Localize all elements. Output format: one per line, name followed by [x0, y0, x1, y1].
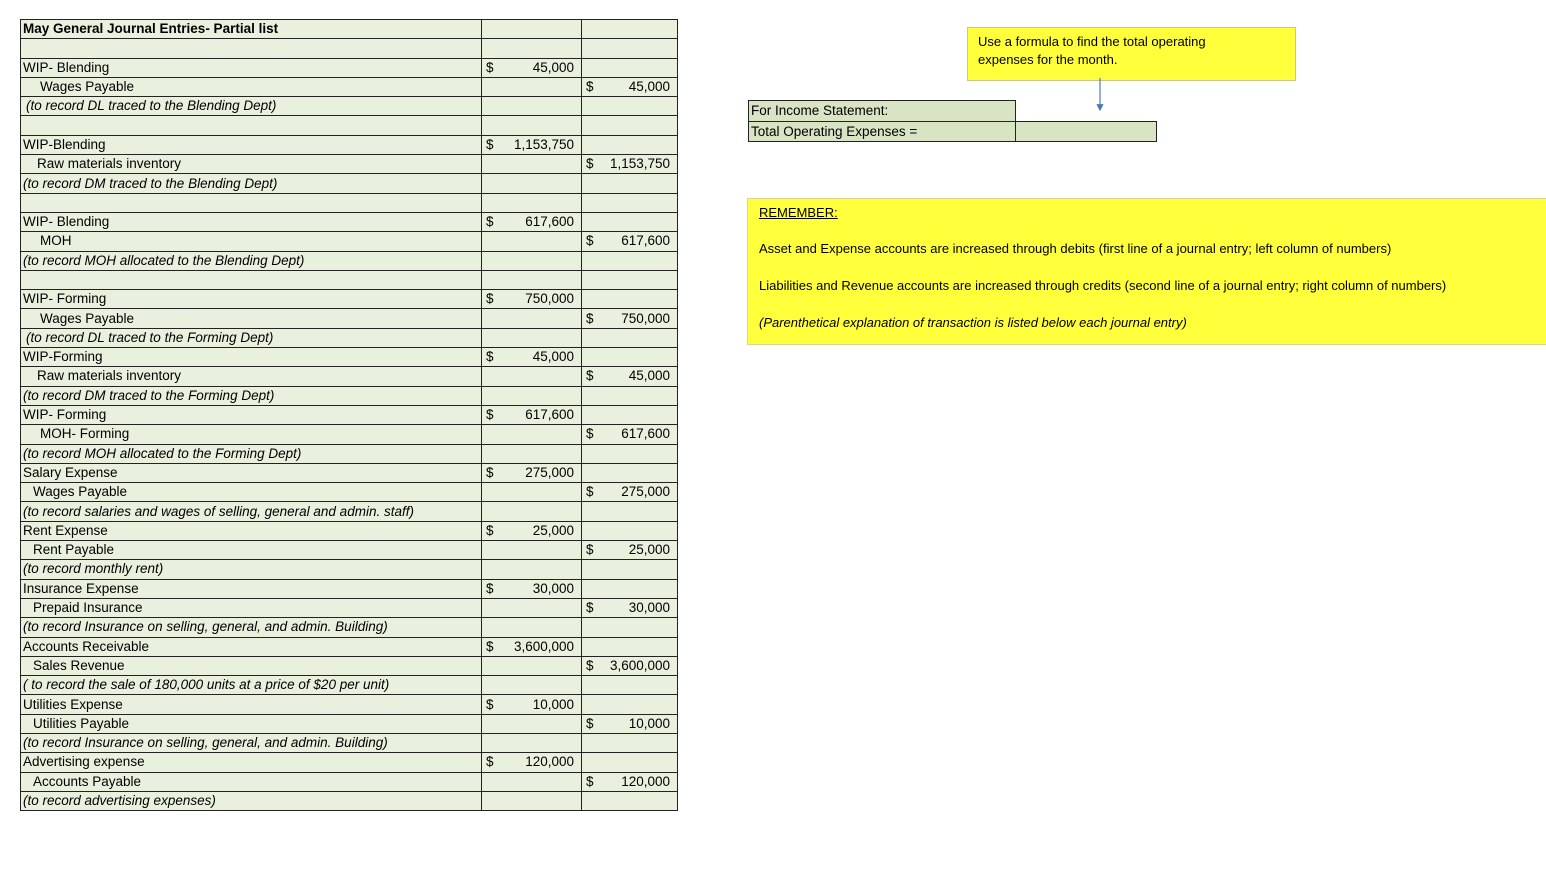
table-row: [21, 618, 678, 637]
description-cell[interactable]: Accounts Receivable: [21, 637, 482, 656]
table-row: [21, 58, 678, 77]
table-row: [21, 232, 678, 251]
debit-cell[interactable]: [482, 618, 582, 637]
debit-cell[interactable]: [482, 598, 582, 617]
debit-amount: 25,000: [532, 522, 574, 538]
table-row: [21, 483, 678, 502]
description-cell[interactable]: Wages Payable: [21, 483, 482, 502]
currency-symbol: $: [586, 657, 594, 673]
down-arrow-icon: [1095, 78, 1105, 114]
credit-cell[interactable]: [582, 772, 678, 791]
debit-cell[interactable]: [482, 328, 582, 347]
table-row: [21, 97, 678, 116]
credit-cell[interactable]: [582, 753, 678, 772]
debit-cell[interactable]: [482, 695, 582, 714]
credit-amount: 45,000: [628, 79, 670, 95]
description-cell[interactable]: WIP- Blending: [21, 58, 482, 77]
description-cell[interactable]: Salary Expense: [21, 463, 482, 482]
credit-cell[interactable]: [582, 425, 678, 444]
description-cell[interactable]: (to record monthly rent): [21, 560, 482, 579]
credit-cell[interactable]: [582, 733, 678, 752]
debit-cell[interactable]: [482, 155, 582, 174]
currency-symbol: $: [586, 484, 594, 500]
credit-amount: 120,000: [621, 773, 670, 789]
description-cell[interactable]: (to record Insurance on selling, general, and admin. Building): [21, 733, 482, 752]
credit-cell[interactable]: [582, 97, 678, 116]
table-row: [21, 386, 678, 405]
description-cell[interactable]: (to record Insurance on selling, general, and admin. Building): [21, 618, 482, 637]
total-operating-expenses-value-cell[interactable]: [1016, 121, 1157, 142]
table-row: [21, 695, 678, 714]
debit-amount: 617,600: [525, 214, 574, 230]
blank-cell: [1016, 101, 1157, 122]
description-cell[interactable]: (to record MOH allocated to the Blending Dept): [21, 251, 482, 270]
description-cell[interactable]: ( to record the sale of 180,000 units at a price of $20 per unit): [21, 676, 482, 695]
description-cell[interactable]: Raw materials inventory: [21, 367, 482, 386]
credit-cell[interactable]: [582, 791, 678, 810]
debit-amount: 10,000: [532, 696, 574, 712]
description-cell[interactable]: [21, 193, 482, 212]
debit-cell[interactable]: [482, 386, 582, 405]
credit-cell[interactable]: [582, 20, 678, 39]
credit-cell[interactable]: [582, 405, 678, 424]
credit-cell[interactable]: [582, 348, 678, 367]
description-cell[interactable]: Rent Expense: [21, 521, 482, 540]
debit-cell[interactable]: [482, 97, 582, 116]
table-row: [21, 579, 678, 598]
debit-cell[interactable]: [482, 309, 582, 328]
debit-cell[interactable]: [482, 193, 582, 212]
table-row: [21, 193, 678, 212]
debit-cell[interactable]: [482, 733, 582, 752]
currency-symbol: $: [486, 214, 494, 230]
currency-symbol: $: [586, 542, 594, 558]
currency-symbol: $: [486, 136, 494, 152]
table-row: [21, 656, 678, 675]
total-operating-expenses-row: [749, 121, 1157, 142]
debit-cell[interactable]: [482, 39, 582, 58]
description-cell[interactable]: (to record advertising expenses): [21, 791, 482, 810]
currency-symbol: $: [486, 638, 494, 654]
currency-symbol: $: [486, 59, 494, 75]
description-cell[interactable]: [21, 116, 482, 135]
credit-cell[interactable]: [582, 560, 678, 579]
table-row: [21, 772, 678, 791]
table-row: [21, 367, 678, 386]
credit-cell[interactable]: [582, 193, 678, 212]
currency-symbol: $: [486, 407, 494, 423]
debit-cell[interactable]: [482, 20, 582, 39]
debit-cell[interactable]: [482, 753, 582, 772]
description-cell[interactable]: [21, 270, 482, 289]
journal-entries-table: [20, 19, 678, 811]
debit-amount: 750,000: [525, 291, 574, 307]
table-row: [21, 290, 678, 309]
table-row: [21, 463, 678, 482]
credit-cell[interactable]: [582, 58, 678, 77]
table-row: [21, 155, 678, 174]
credit-cell[interactable]: [582, 676, 678, 695]
credit-cell[interactable]: [582, 309, 678, 328]
debit-cell[interactable]: [482, 116, 582, 135]
remember-heading: REMEMBER:: [759, 205, 838, 220]
credit-cell[interactable]: [582, 637, 678, 656]
table-row: [21, 405, 678, 424]
debit-cell[interactable]: [482, 483, 582, 502]
debit-cell[interactable]: [482, 791, 582, 810]
credit-cell[interactable]: [582, 695, 678, 714]
table-row: [21, 328, 678, 347]
currency-symbol: $: [586, 156, 594, 172]
table-row: [21, 77, 678, 96]
debit-cell[interactable]: [482, 772, 582, 791]
credit-cell[interactable]: [582, 77, 678, 96]
debit-amount: 3,600,000: [513, 638, 574, 654]
debit-cell[interactable]: [482, 560, 582, 579]
table-row: [21, 733, 678, 752]
description-cell[interactable]: Prepaid Insurance: [21, 598, 482, 617]
table-row: [21, 116, 678, 135]
table-row: [21, 39, 678, 58]
debit-amount: 617,600: [525, 407, 574, 423]
debit-cell[interactable]: [482, 579, 582, 598]
table-row: [21, 212, 678, 231]
debit-amount: 45,000: [532, 59, 574, 75]
debit-cell[interactable]: [482, 444, 582, 463]
currency-symbol: $: [486, 696, 494, 712]
currency-symbol: $: [486, 291, 494, 307]
total-operating-expenses-label[interactable]: Total Operating Expenses =: [749, 121, 1016, 142]
debit-amount: 45,000: [532, 349, 574, 365]
table-row: [21, 637, 678, 656]
debit-amount: 275,000: [525, 464, 574, 480]
credit-amount: 750,000: [621, 310, 670, 326]
journal-title-row: [21, 20, 678, 39]
hint-text-line1: Use a formula to find the total operating: [978, 34, 1206, 49]
debit-cell[interactable]: [482, 290, 582, 309]
remember-parenthetical-line: (Parenthetical explanation of transaction is listed below each journal entry): [759, 315, 1187, 330]
description-cell[interactable]: WIP- Forming: [21, 290, 482, 309]
description-cell[interactable]: Wages Payable: [21, 77, 482, 96]
description-cell[interactable]: WIP- Forming: [21, 405, 482, 424]
currency-symbol: $: [586, 233, 594, 249]
description-cell[interactable]: (to record salaries and wages of selling, general and admin. staff): [21, 502, 482, 521]
description-cell[interactable]: Utilities Expense: [21, 695, 482, 714]
description-cell[interactable]: Sales Revenue: [21, 656, 482, 675]
currency-symbol: $: [486, 754, 494, 770]
debit-cell[interactable]: [482, 232, 582, 251]
hint-text-line2: expenses for the month.: [978, 52, 1118, 67]
currency-symbol: $: [586, 426, 594, 442]
description-cell[interactable]: WIP-Blending: [21, 135, 482, 154]
table-row: [21, 676, 678, 695]
credit-cell[interactable]: [582, 541, 678, 560]
income-label-cell[interactable]: For Income Statement:: [749, 101, 1016, 122]
table-row: [21, 425, 678, 444]
table-row: [21, 251, 678, 270]
credit-cell[interactable]: [582, 232, 678, 251]
credit-cell[interactable]: [582, 116, 678, 135]
credit-cell[interactable]: [582, 135, 678, 154]
currency-symbol: $: [586, 310, 594, 326]
remember-credits-line: Liabilities and Revenue accounts are increased through credits (second line of a journal entry; right column of numbers): [759, 278, 1447, 293]
description-cell[interactable]: WIP-Forming: [21, 348, 482, 367]
description-cell[interactable]: (to record DM traced to the Forming Dept): [21, 386, 482, 405]
debit-cell[interactable]: [482, 212, 582, 231]
table-row: [21, 135, 678, 154]
description-cell[interactable]: Advertising expense: [21, 753, 482, 772]
currency-symbol: $: [486, 522, 494, 538]
debit-cell[interactable]: [482, 58, 582, 77]
credit-amount: 275,000: [621, 484, 670, 500]
debit-cell[interactable]: [482, 251, 582, 270]
description-cell[interactable]: Accounts Payable: [21, 772, 482, 791]
debit-cell[interactable]: [482, 463, 582, 482]
credit-cell[interactable]: [582, 714, 678, 733]
description-cell[interactable]: WIP- Blending: [21, 212, 482, 231]
table-row: [21, 791, 678, 810]
table-row: [21, 753, 678, 772]
description-cell[interactable]: MOH- Forming: [21, 425, 482, 444]
debit-cell[interactable]: [482, 77, 582, 96]
table-row: [21, 521, 678, 540]
credit-cell[interactable]: [582, 502, 678, 521]
remember-note: [747, 198, 1546, 345]
credit-amount: 1,153,750: [609, 156, 670, 172]
credit-amount: 30,000: [628, 600, 670, 616]
credit-cell[interactable]: [582, 270, 678, 289]
debit-cell[interactable]: [482, 521, 582, 540]
currency-symbol: $: [586, 773, 594, 789]
table-row: [21, 502, 678, 521]
credit-cell[interactable]: [582, 328, 678, 347]
credit-cell[interactable]: [582, 521, 678, 540]
description-cell[interactable]: (to record MOH allocated to the Forming Dept): [21, 444, 482, 463]
debit-cell[interactable]: [482, 676, 582, 695]
description-cell[interactable]: Wages Payable: [21, 309, 482, 328]
debit-cell[interactable]: [482, 367, 582, 386]
description-cell[interactable]: [21, 39, 482, 58]
currency-symbol: $: [486, 580, 494, 596]
debit-cell[interactable]: [482, 637, 582, 656]
credit-cell[interactable]: [582, 39, 678, 58]
description-cell[interactable]: (to record DL traced to the Forming Dept): [21, 328, 482, 347]
credit-cell[interactable]: [582, 579, 678, 598]
debit-cell[interactable]: [482, 270, 582, 289]
credit-cell[interactable]: [582, 386, 678, 405]
formula-hint-note: [967, 27, 1296, 81]
credit-cell[interactable]: [582, 155, 678, 174]
credit-cell[interactable]: [582, 656, 678, 675]
debit-cell[interactable]: [482, 174, 582, 193]
currency-symbol: $: [586, 368, 594, 384]
credit-cell[interactable]: [582, 174, 678, 193]
credit-cell[interactable]: [582, 251, 678, 270]
table-row: [21, 444, 678, 463]
debit-cell[interactable]: [482, 425, 582, 444]
table-row: [21, 270, 678, 289]
currency-symbol: $: [586, 715, 594, 731]
table-row: [21, 348, 678, 367]
credit-amount: 45,000: [628, 368, 670, 384]
credit-cell[interactable]: [582, 463, 678, 482]
description-cell[interactable]: (to record DM traced to the Blending Dept): [21, 174, 482, 193]
description-cell[interactable]: Insurance Expense: [21, 579, 482, 598]
debit-cell[interactable]: [482, 348, 582, 367]
currency-symbol: $: [486, 464, 494, 480]
credit-cell[interactable]: [582, 212, 678, 231]
debit-amount: 120,000: [525, 754, 574, 770]
credit-amount: 617,600: [621, 426, 670, 442]
table-row: [21, 174, 678, 193]
remember-debits-line: Asset and Expense accounts are increased through debits (first line of a journal entry; left column of numbers): [759, 241, 1392, 256]
currency-symbol: $: [486, 349, 494, 365]
table-row: [21, 560, 678, 579]
table-row: [21, 598, 678, 617]
table-row: [21, 309, 678, 328]
debit-cell[interactable]: [482, 405, 582, 424]
description-cell[interactable]: Utilities Payable: [21, 714, 482, 733]
credit-amount: 617,600: [621, 233, 670, 249]
debit-cell[interactable]: [482, 541, 582, 560]
debit-cell[interactable]: [482, 714, 582, 733]
credit-cell[interactable]: [582, 598, 678, 617]
journal-title-cell[interactable]: May General Journal Entries- Partial list: [21, 20, 482, 39]
description-cell[interactable]: Raw materials inventory: [21, 155, 482, 174]
table-row: [21, 541, 678, 560]
credit-cell[interactable]: [582, 444, 678, 463]
debit-cell[interactable]: [482, 656, 582, 675]
credit-amount: 25,000: [628, 542, 670, 558]
description-cell[interactable]: (to record DL traced to the Blending Dept): [21, 97, 482, 116]
description-cell[interactable]: Rent Payable: [21, 541, 482, 560]
credit-amount: 10,000: [628, 715, 670, 731]
debit-cell[interactable]: [482, 502, 582, 521]
credit-cell[interactable]: [582, 367, 678, 386]
currency-symbol: $: [586, 79, 594, 95]
debit-amount: 1,153,750: [513, 136, 574, 152]
table-row: [21, 714, 678, 733]
credit-cell[interactable]: [582, 483, 678, 502]
credit-cell[interactable]: [582, 618, 678, 637]
currency-symbol: $: [586, 600, 594, 616]
credit-cell[interactable]: [582, 290, 678, 309]
debit-amount: 30,000: [532, 580, 574, 596]
credit-amount: 3,600,000: [609, 657, 670, 673]
debit-cell[interactable]: [482, 135, 582, 154]
description-cell[interactable]: MOH: [21, 232, 482, 251]
